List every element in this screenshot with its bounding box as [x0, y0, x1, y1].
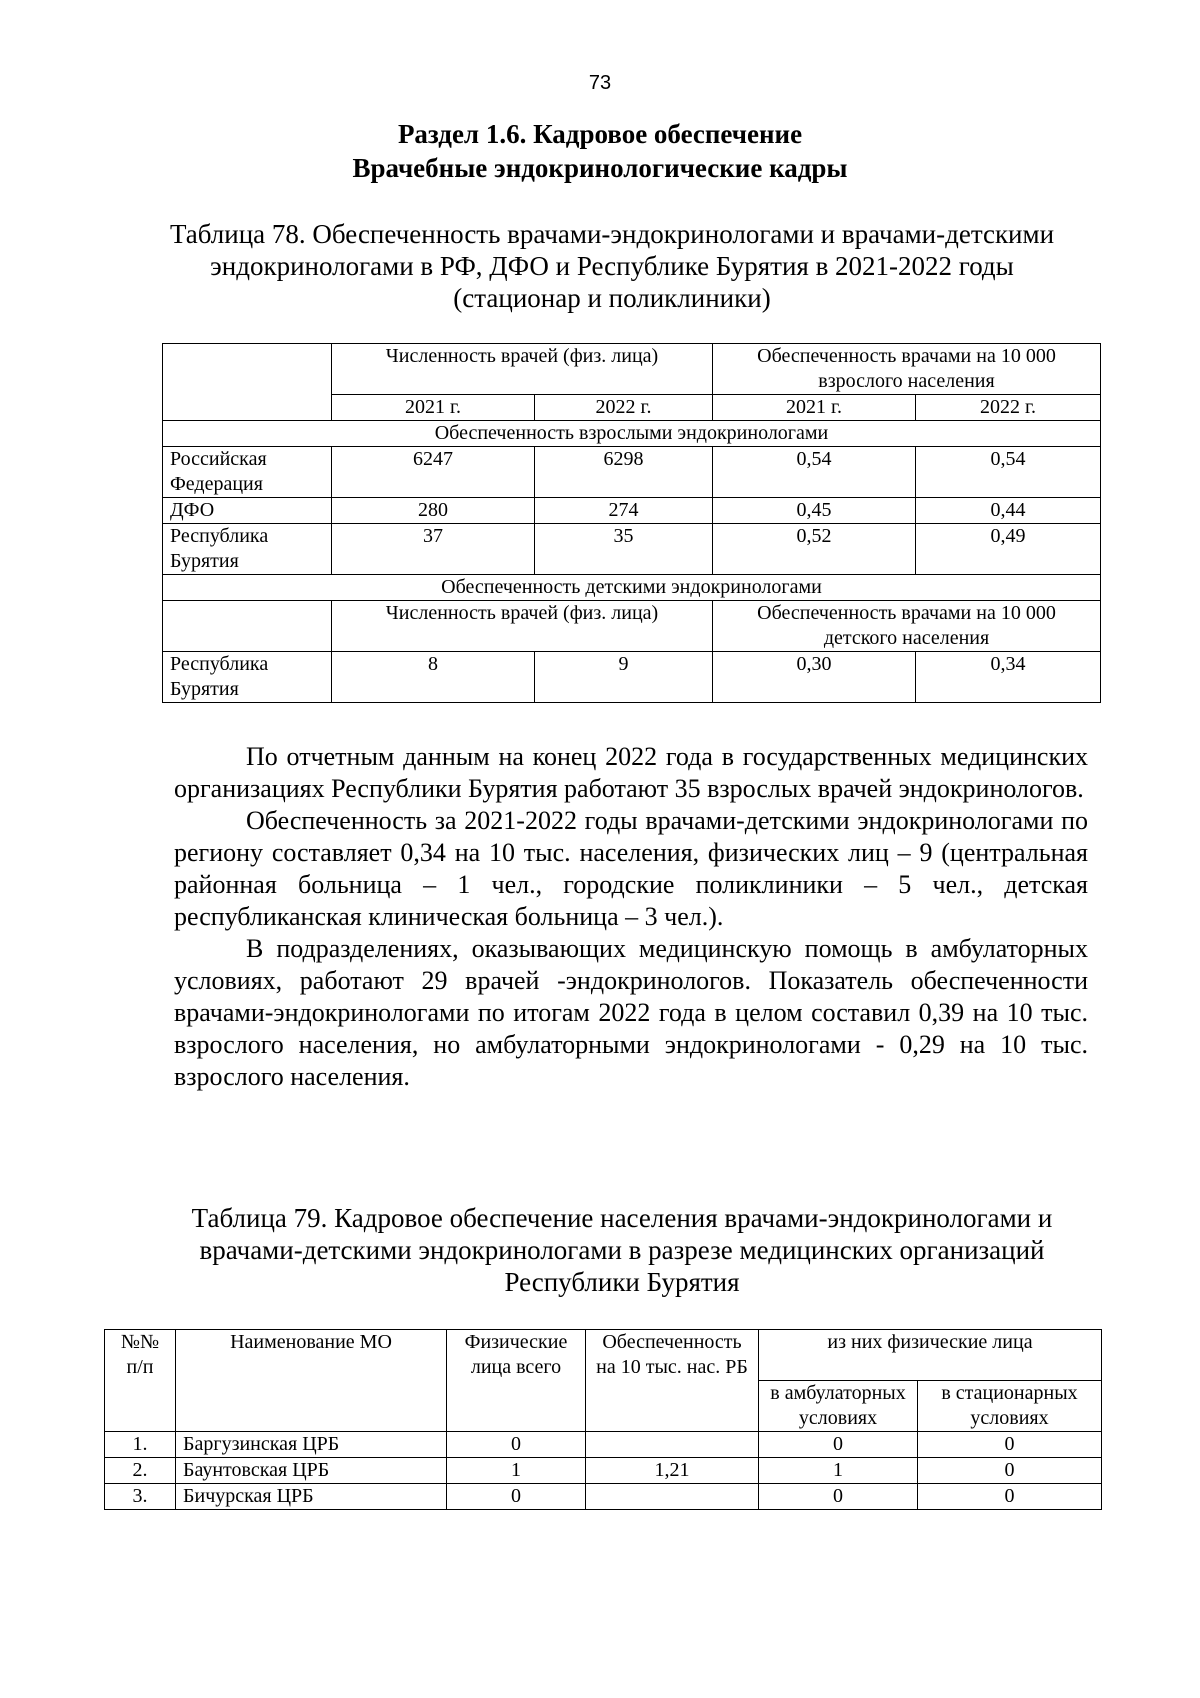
paragraph: Обеспеченность за 2021-2022 годы врачами-детскими эндокринологами по региону составляет 0,34 на 10 тыс. населения, физических лиц – 9 (центральная районная больница – 1 чел., городские поликлиники – 5 чел., детская республиканская клиническая больница – 3 чел.). [174, 806, 1088, 931]
table-cell: 0,49 [916, 524, 1101, 575]
table79-caption: Таблица 79. Кадровое обеспечение населения врачами-эндокринологами и врачами-детскими эндокринологами в разрезе медицинских организаций Республики Бурятия [191, 1203, 1053, 1297]
year-header: 2022 г. [535, 395, 713, 421]
table-cell: 0 [918, 1432, 1102, 1458]
table-row [163, 498, 1101, 524]
table-cell [586, 1484, 759, 1510]
table-cell: 8 [332, 652, 535, 703]
table-row [105, 1330, 1102, 1381]
section-row-child: Обеспеченность детскими эндокринологами [163, 575, 1101, 601]
body-text [174, 741, 1088, 1093]
header-total: Физические лица всего [447, 1330, 586, 1432]
table-78 [162, 343, 1101, 703]
table-79 [104, 1329, 1102, 1510]
table-cell: 0 [918, 1458, 1102, 1484]
table-row [163, 421, 1101, 447]
table-cell: 1,21 [586, 1458, 759, 1484]
table78-caption: Таблица 78. Обеспеченность врачами-эндокринологами и врачами-детскими эндокринологами в РФ, ДФО и Республике Бурятия в 2021-2022 годы (стационар и поликлиники) [169, 219, 1055, 313]
table-row [163, 575, 1101, 601]
section-subtitle: Врачебные эндокринологические кадры [352, 153, 848, 183]
section-row-adult: Обеспеченность взрослыми эндокринологами [163, 421, 1101, 447]
table-cell: 1 [759, 1458, 918, 1484]
table-cell [163, 344, 332, 421]
table-cell [163, 601, 332, 652]
row-num: 3. [105, 1484, 176, 1510]
header-count-child: Численность врачей (физ. лица) [332, 601, 713, 652]
table-cell: 0 [759, 1432, 918, 1458]
header-rate: Обеспеченность на 10 тыс. нас. РБ [586, 1330, 759, 1432]
header-count: Численность врачей (физ. лица) [332, 344, 713, 395]
mo-name: Бичурская ЦРБ [176, 1484, 447, 1510]
table-row [163, 601, 1101, 652]
header-name: Наименование МО [176, 1330, 447, 1432]
table-cell: 6298 [535, 447, 713, 498]
table-cell: 37 [332, 524, 535, 575]
table-cell: 0 [447, 1484, 586, 1510]
row-num: 1. [105, 1432, 176, 1458]
table-cell: 9 [535, 652, 713, 703]
table-cell: 280 [332, 498, 535, 524]
row-num: 2. [105, 1458, 176, 1484]
paragraph: По отчетным данным на конец 2022 года в государственных медицинских организациях Республики Бурятия работают 35 взрослых врачей эндокринологов. [174, 742, 1088, 803]
year-header: 2022 г. [916, 395, 1101, 421]
table-cell: 1 [447, 1458, 586, 1484]
header-rate-adult: Обеспеченность врачами на 10 000 взрослого населения [713, 344, 1101, 395]
table-cell: 35 [535, 524, 713, 575]
table-cell: 0 [447, 1432, 586, 1458]
year-header: 2021 г. [713, 395, 916, 421]
table-cell: 0,30 [713, 652, 916, 703]
mo-name: Баунтовская ЦРБ [176, 1458, 447, 1484]
table-row [163, 652, 1101, 703]
header-of-them: из них физические лица [759, 1330, 1102, 1381]
table-cell: 0,52 [713, 524, 916, 575]
region-name: Республика Бурятия [163, 652, 332, 703]
mo-name: Баргузинская ЦРБ [176, 1432, 447, 1458]
section-title: Раздел 1.6. Кадровое обеспечение [397, 119, 803, 149]
table-cell: 0,54 [713, 447, 916, 498]
table-row [105, 1484, 1102, 1510]
table-cell [586, 1432, 759, 1458]
page-number: 73 [588, 72, 612, 94]
header-inpatient: в стационарных условиях [918, 1381, 1102, 1432]
header-outpatient: в амбулаторных условиях [759, 1381, 918, 1432]
region-name: ДФО [163, 498, 332, 524]
table-cell: 0,34 [916, 652, 1101, 703]
table-row [163, 344, 1101, 395]
table-row [105, 1432, 1102, 1458]
table-cell: 0,45 [713, 498, 916, 524]
table-cell: 274 [535, 498, 713, 524]
table-cell: 0 [918, 1484, 1102, 1510]
table-row [163, 447, 1101, 498]
year-header: 2021 г. [332, 395, 535, 421]
table-row [163, 524, 1101, 575]
table-row [105, 1458, 1102, 1484]
paragraph: В подразделениях, оказывающих медицинскую помощь в амбулаторных условиях, работают 29 врачей -эндокринологов. Показатель обеспеченности врачами-эндокринологами по итогам 2022 года в целом составил 0,39 на 10 тыс. взрослого населения, но амбулаторными эндокринологами - 0,29 на 10 тыс. взрослого населения. [174, 934, 1088, 1091]
header-num: №№ п/п [105, 1330, 176, 1432]
table-cell: 6247 [332, 447, 535, 498]
table-cell: 0,44 [916, 498, 1101, 524]
table-cell: 0 [759, 1484, 918, 1510]
region-name: Республика Бурятия [163, 524, 332, 575]
region-name: Российская Федерация [163, 447, 332, 498]
table-cell: 0,54 [916, 447, 1101, 498]
header-rate-child: Обеспеченность врачами на 10 000 детского населения [713, 601, 1101, 652]
